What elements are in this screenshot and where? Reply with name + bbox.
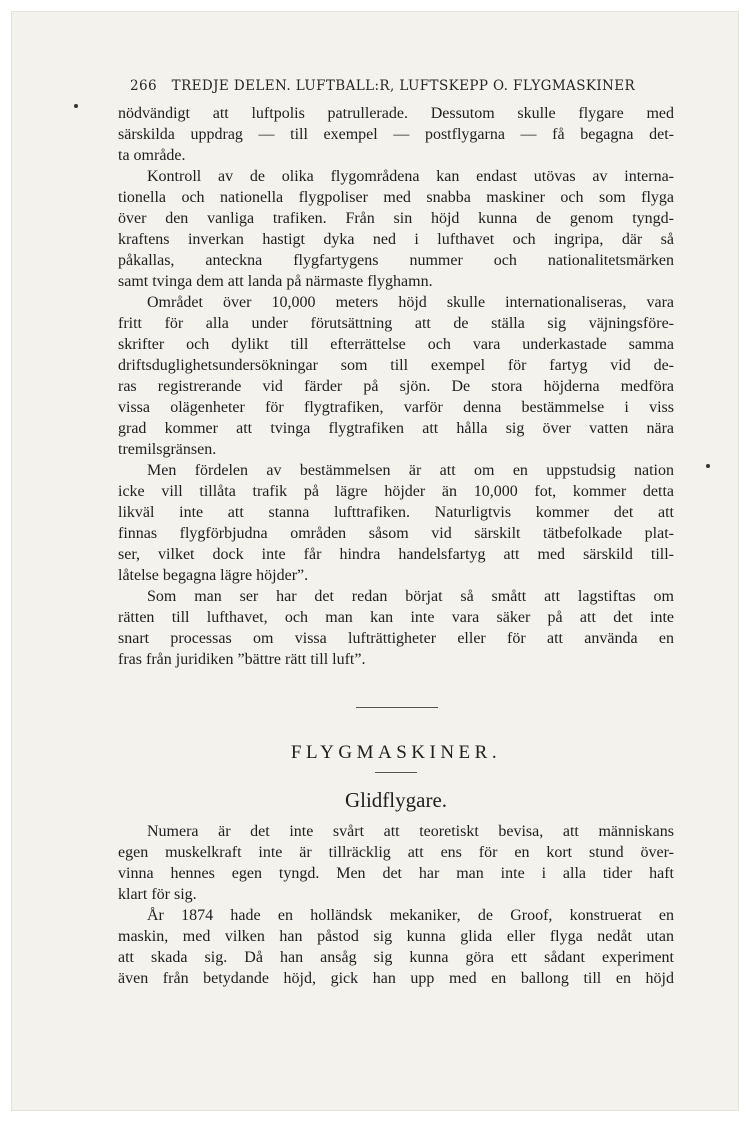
running-title: TREDJE DELEN. LUFTBALL:R, LUFTSKEPP O. FLYGMASKINER	[171, 78, 636, 94]
text-line: egen muskelkraft inte är tillräcklig att ens för en kort stund över-	[118, 844, 674, 861]
text-line: låtelse begagna lägre höjder”.	[118, 567, 309, 584]
text-line: finnas flygförbjudna områden såsom vid särskilt tätbefolkade plat-	[118, 525, 674, 542]
text-line: särskilda uppdrag — till exempel — postflygarna — få begagna det-	[118, 126, 674, 143]
text-line: över den vanliga trafiken. Från sin höjd kunna de genom tyngd-	[118, 210, 674, 227]
text-line: Numera är det inte svårt att teoretiskt bevisa, att människans	[147, 823, 674, 840]
text-line: skrifter och dylikt till efterrättelse och vara underkastade samma	[118, 336, 674, 353]
text-line: snart processas om vissa lufträttigheter eller för att använda en	[118, 630, 674, 647]
text-line: klart för sig.	[118, 886, 197, 903]
text-line: Kontroll av de olika flygområdena kan endast utövas av interna-	[147, 168, 674, 185]
text-line: ta område.	[118, 147, 186, 164]
text-line: kraftens inverkan hastigt dyka ned i lufthavet och ingripa, där så	[118, 231, 674, 248]
text-line: även från betydande höjd, gick han upp med en ballong till en höjd	[118, 970, 674, 987]
text-line: År 1874 hade en holländsk mekaniker, de Groof, konstruerat en	[147, 907, 674, 924]
body-text-block-1	[118, 103, 674, 670]
title-underline	[375, 772, 417, 773]
text-line: tionella och nationella flygpoliser med snabba maskiner och som flyga	[118, 189, 674, 206]
text-line: icke vill tillåta trafik på lägre höjder än 10,000 fot, kommer detta	[118, 483, 674, 500]
text-line: samt tvinga dem att landa på närmaste flyghamn.	[118, 273, 433, 290]
section-separator	[356, 707, 438, 708]
text-line: fritt för alla under förutsättning att de ställa sig väjningsföre-	[118, 315, 674, 332]
text-line: likväl inte att stanna lufttrafiken. Naturligtvis kommer det att	[118, 504, 674, 521]
text-line: att skada sig. Då han ansåg sig kunna göra ett sådant experiment	[118, 949, 674, 966]
text-line: ser, vilket dock inte får hindra handelsfartyg att med särskild till-	[118, 546, 674, 563]
text-line: Området över 10,000 meters höjd skulle internationaliseras, vara	[147, 294, 674, 311]
margin-mark	[706, 464, 710, 468]
section-subtitle: Glidflygare.	[344, 788, 448, 812]
text-line: Som man ser har det redan börjat så smått att lagstiftas om	[147, 588, 674, 605]
text-line: vissa olägenheter för flygtrafiken, varför denna bestämmelse i viss	[118, 399, 674, 416]
text-line: ras registrerande vid färder på sjön. De stora höjderna medföra	[118, 378, 674, 395]
section-title: FLYGMASKINER.	[290, 742, 502, 763]
text-line: tremilsgränsen.	[118, 441, 217, 458]
text-line: driftsduglighetsundersökningar som till exempel för fartyg vid de-	[118, 357, 674, 374]
page-number: 266	[130, 78, 157, 94]
text-line: nödvändigt att luftpolis patrullerade. Dessutom skulle flygare med	[118, 105, 674, 122]
text-line: grad kommer att tvinga flygtrafiken att hålla sig över vatten nära	[118, 420, 674, 437]
running-header	[130, 78, 690, 94]
text-line: maskin, med vilken han påstod sig kunna glida eller flyga nedåt utan	[118, 928, 674, 945]
text-line: vinna hennes egen tyngd. Men det har man inte i alla tider haft	[118, 865, 674, 882]
text-line: rätten till lufthavet, och man kan inte vara säker på att det inte	[118, 609, 674, 626]
text-line: Men fördelen av bestämmelsen är att om en uppstudsig nation	[147, 462, 674, 479]
body-text-block-2	[118, 821, 674, 989]
text-line: fras från juridiken ”bättre rätt till luft”.	[118, 651, 366, 668]
text-line: påkallas, anteckna flygfartygens nummer och nationalitetsmärken	[118, 252, 674, 269]
margin-mark	[74, 104, 78, 108]
